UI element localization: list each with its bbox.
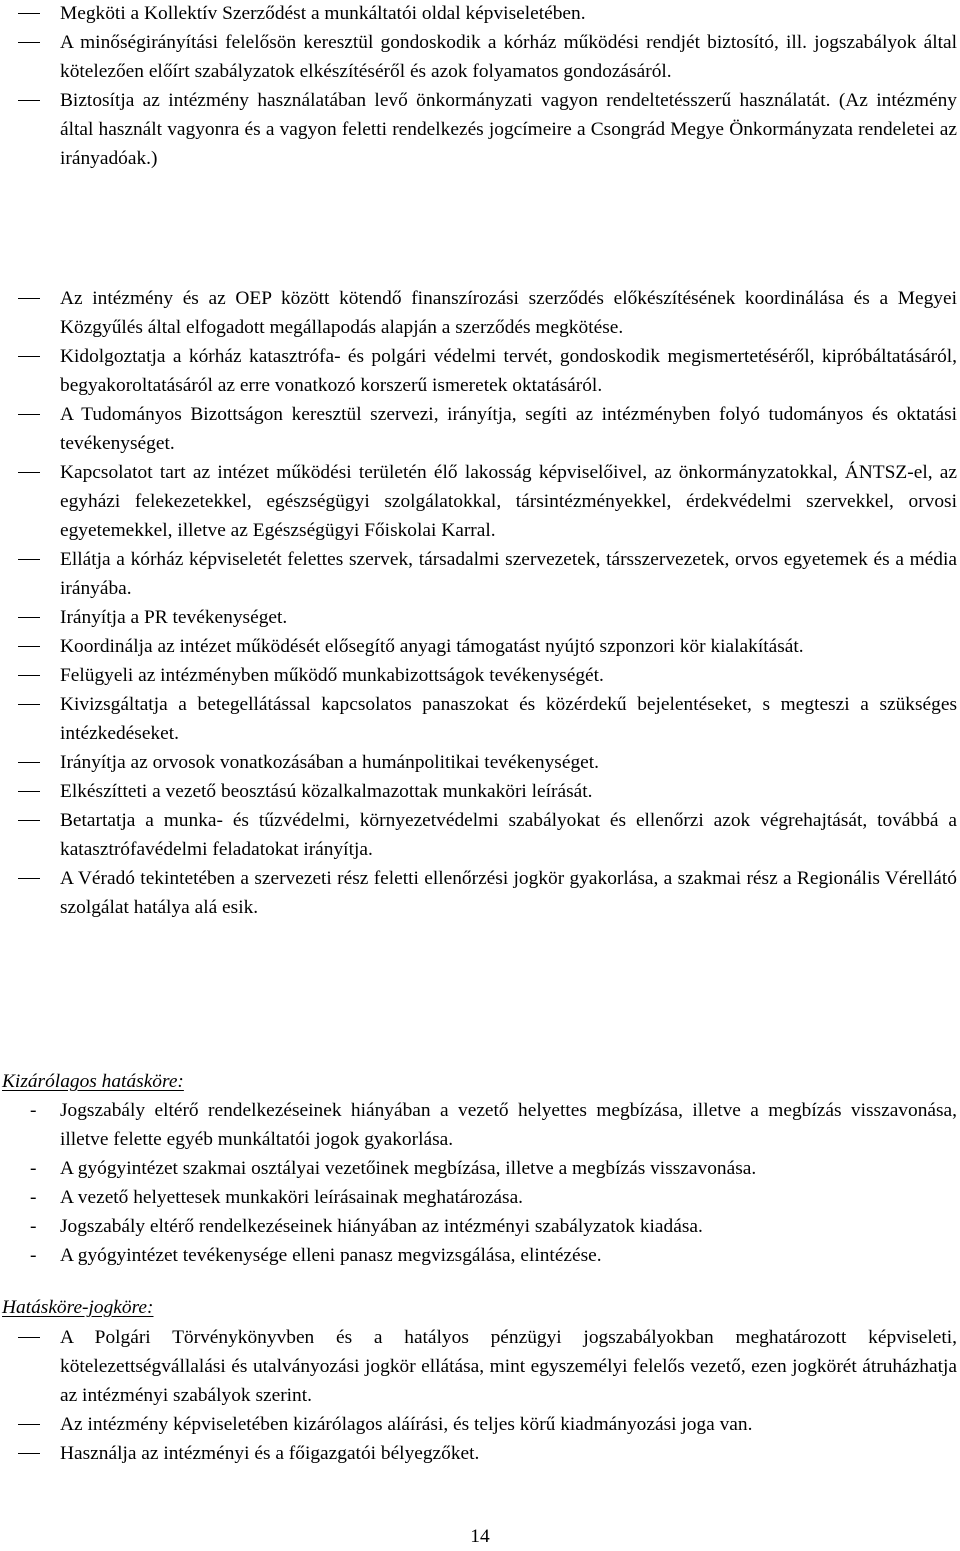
list-item-text: A gyógyintézet tevékenysége elleni panasz megvizsgálása, elintézése. (60, 1245, 602, 1266)
list-item-text: Betartatja a munka- és tűzvédelmi, környezetvédelmi szabályokat és ellenőrzi azok végrehajtását, továbbá a katasztrófavédelmi feladatokat irányítja. (60, 810, 957, 860)
list-item (0, 1323, 957, 1410)
list-item (0, 806, 957, 864)
list-item (0, 1154, 957, 1183)
list-item (0, 661, 957, 690)
list-item (0, 864, 957, 922)
dash-bullet (18, 414, 40, 415)
list-item-text: Az intézmény képviseletében kizárólagos aláírási, és teljes körű kiadmányozási joga van. (60, 1414, 753, 1435)
dash-bullet (18, 704, 40, 705)
hyphen-bullet: - (30, 1216, 37, 1237)
list-item-text: A gyógyintézet szakmai osztályai vezetőinek megbízása, illetve a megbízás visszavonása. (60, 1158, 757, 1179)
list-item (0, 458, 957, 545)
duties-list-2 (0, 284, 957, 922)
list-item (0, 777, 957, 806)
list-item (0, 28, 957, 86)
list-item-text: A Tudományos Bizottságon keresztül szervezi, irányítja, segíti az intézményben folyó tudományos és oktatási tevékenységet. (60, 404, 957, 454)
list-item-text: Ellátja a kórház képviseletét felettes szervek, társadalmi szervezetek, társszervezetek, orvos egyetemek és a média irányába. (60, 549, 957, 599)
list-item (0, 284, 957, 342)
list-item (0, 1439, 957, 1468)
list-item-text: Irányítja az orvosok vonatkozásában a humánpolitikai tevékenységet. (60, 752, 599, 773)
exclusive-powers-list (0, 1096, 957, 1270)
dash-bullet (18, 472, 40, 473)
list-item (0, 545, 957, 603)
list-item (0, 1096, 957, 1154)
list-item-text: Elkészítteti a vezető beosztású közalkalmazottak munkaköri leírását. (60, 781, 593, 802)
dash-bullet (18, 13, 40, 14)
list-item-text: A minőségirányítási felelősön keresztül gondoskodik a kórház működési rendjét biztosító, ill. jogszabályok által kötelezően előírt szabályzatok elkészítéséről és azok folyamatos gondozásáról. (60, 32, 957, 82)
list-item (0, 1212, 957, 1241)
list-item (0, 632, 957, 661)
list-item-text: Az intézmény és az OEP között kötendő finanszírozási szerződés előkészítésének koordinálása és a Megyei Közgyűlés által elfogadott megállapodás alapján a szerződés megkötése. (60, 288, 957, 338)
duties-list-1 (0, 0, 957, 173)
page-number: 14 (470, 1526, 490, 1547)
dash-bullet (18, 646, 40, 647)
dash-bullet (18, 42, 40, 43)
list-item (0, 400, 957, 458)
list-item-text: Kivizsgáltatja a betegellátással kapcsolatos panaszokat és közérdekű bejelentéseket, s megteszi a szükséges intézkedéseket. (60, 694, 957, 744)
dash-bullet (18, 356, 40, 357)
hyphen-bullet: - (30, 1158, 37, 1179)
list-item-text: Koordinálja az intézet működését elősegítő anyagi támogatást nyújtó szponzori kör kialakítását. (60, 636, 804, 657)
list-item-text: Irányítja a PR tevékenységet. (60, 607, 288, 628)
dash-bullet (18, 100, 40, 101)
powers-heading: Hatásköre-jogköre: (2, 1297, 154, 1318)
dash-bullet (18, 559, 40, 560)
dash-bullet (18, 675, 40, 676)
list-item-text: Felügyeli az intézményben működő munkabizottságok tevékenységét. (60, 665, 604, 686)
list-item-text: Biztosítja az intézmény használatában levő önkormányzati vagyon rendeltetésszerű használatát. (Az intézmény által használt vagyonra és a vagyon feletti rendelkezés jogcímeire a Csongrád Megye Önkormányzata rendeletei az irányadóak.) (60, 90, 957, 169)
list-item-text: Kapcsolatot tart az intézet működési területén élő lakosság képviselőivel, az önkormányzatokkal, ÁNTSZ-el, az egyházi felekezetekkel, egészségügyi szolgálatokkal, társintézményekkel, érdekvédelmi szervekkel, orvosi egyetemekkel, illetve az Egészségügyi Főiskolai Karral. (60, 462, 957, 541)
hyphen-bullet: - (30, 1187, 37, 1208)
dash-bullet (18, 878, 40, 879)
dash-bullet (18, 617, 40, 618)
dash-bullet (18, 1424, 40, 1425)
list-item (0, 1183, 957, 1212)
list-item-text: A vezető helyettesek munkaköri leírásainak meghatározása. (60, 1187, 524, 1208)
dash-bullet (18, 762, 40, 763)
list-item (0, 748, 957, 777)
dash-bullet (18, 1337, 40, 1338)
list-item-text: Jogszabály eltérő rendelkezéseinek hiányában a vezető helyettes megbízása, illetve a megbízás visszavonása, illetve felette egyéb munkáltatói jogok gyakorlása. (60, 1100, 957, 1150)
list-item (0, 1410, 957, 1439)
list-item-text: Megköti a Kollektív Szerződést a munkáltatói oldal képviseletében. (60, 3, 586, 24)
hyphen-bullet: - (30, 1100, 37, 1121)
dash-bullet (18, 1453, 40, 1454)
dash-bullet (18, 820, 40, 821)
list-item-text: A Véradó tekintetében a szervezeti rész feletti ellenőrzési jogkör gyakorlása, a szakmai rész a Regionális Vérellátó szolgálat hatálya alá esik. (60, 868, 957, 918)
list-item-text: Jogszabály eltérő rendelkezéseinek hiányában az intézményi szabályzatok kiadása. (60, 1216, 703, 1237)
list-item (0, 342, 957, 400)
list-item (0, 86, 957, 173)
exclusive-powers-heading: Kizárólagos hatásköre: (2, 1071, 184, 1092)
powers-list (0, 1323, 957, 1468)
list-item-text: Használja az intézményi és a főigazgatói bélyegzőket. (60, 1443, 480, 1464)
list-item (0, 690, 957, 748)
list-item (0, 603, 957, 632)
list-item (0, 1241, 957, 1270)
list-item (0, 0, 957, 28)
list-item-text: Kidolgoztatja a kórház katasztrófa- és polgári védelmi tervét, gondoskodik megismertetéséről, kipróbáltatásáról, begyakoroltatásáról az erre vonatkozó korszerű ismeretek oktatásáról. (60, 346, 957, 396)
dash-bullet (18, 298, 40, 299)
list-item-text: A Polgári Törvénykönyvben és a hatályos pénzügyi jogszabályokban meghatározott képviseleti, kötelezettségvállalási és utalványozási jogkör ellátása, mint egyszemélyi felelős vezető, ezen jogkörét átruházhatja az intézményi szabályok szerint. (60, 1327, 957, 1406)
hyphen-bullet: - (30, 1245, 37, 1266)
dash-bullet (18, 791, 40, 792)
